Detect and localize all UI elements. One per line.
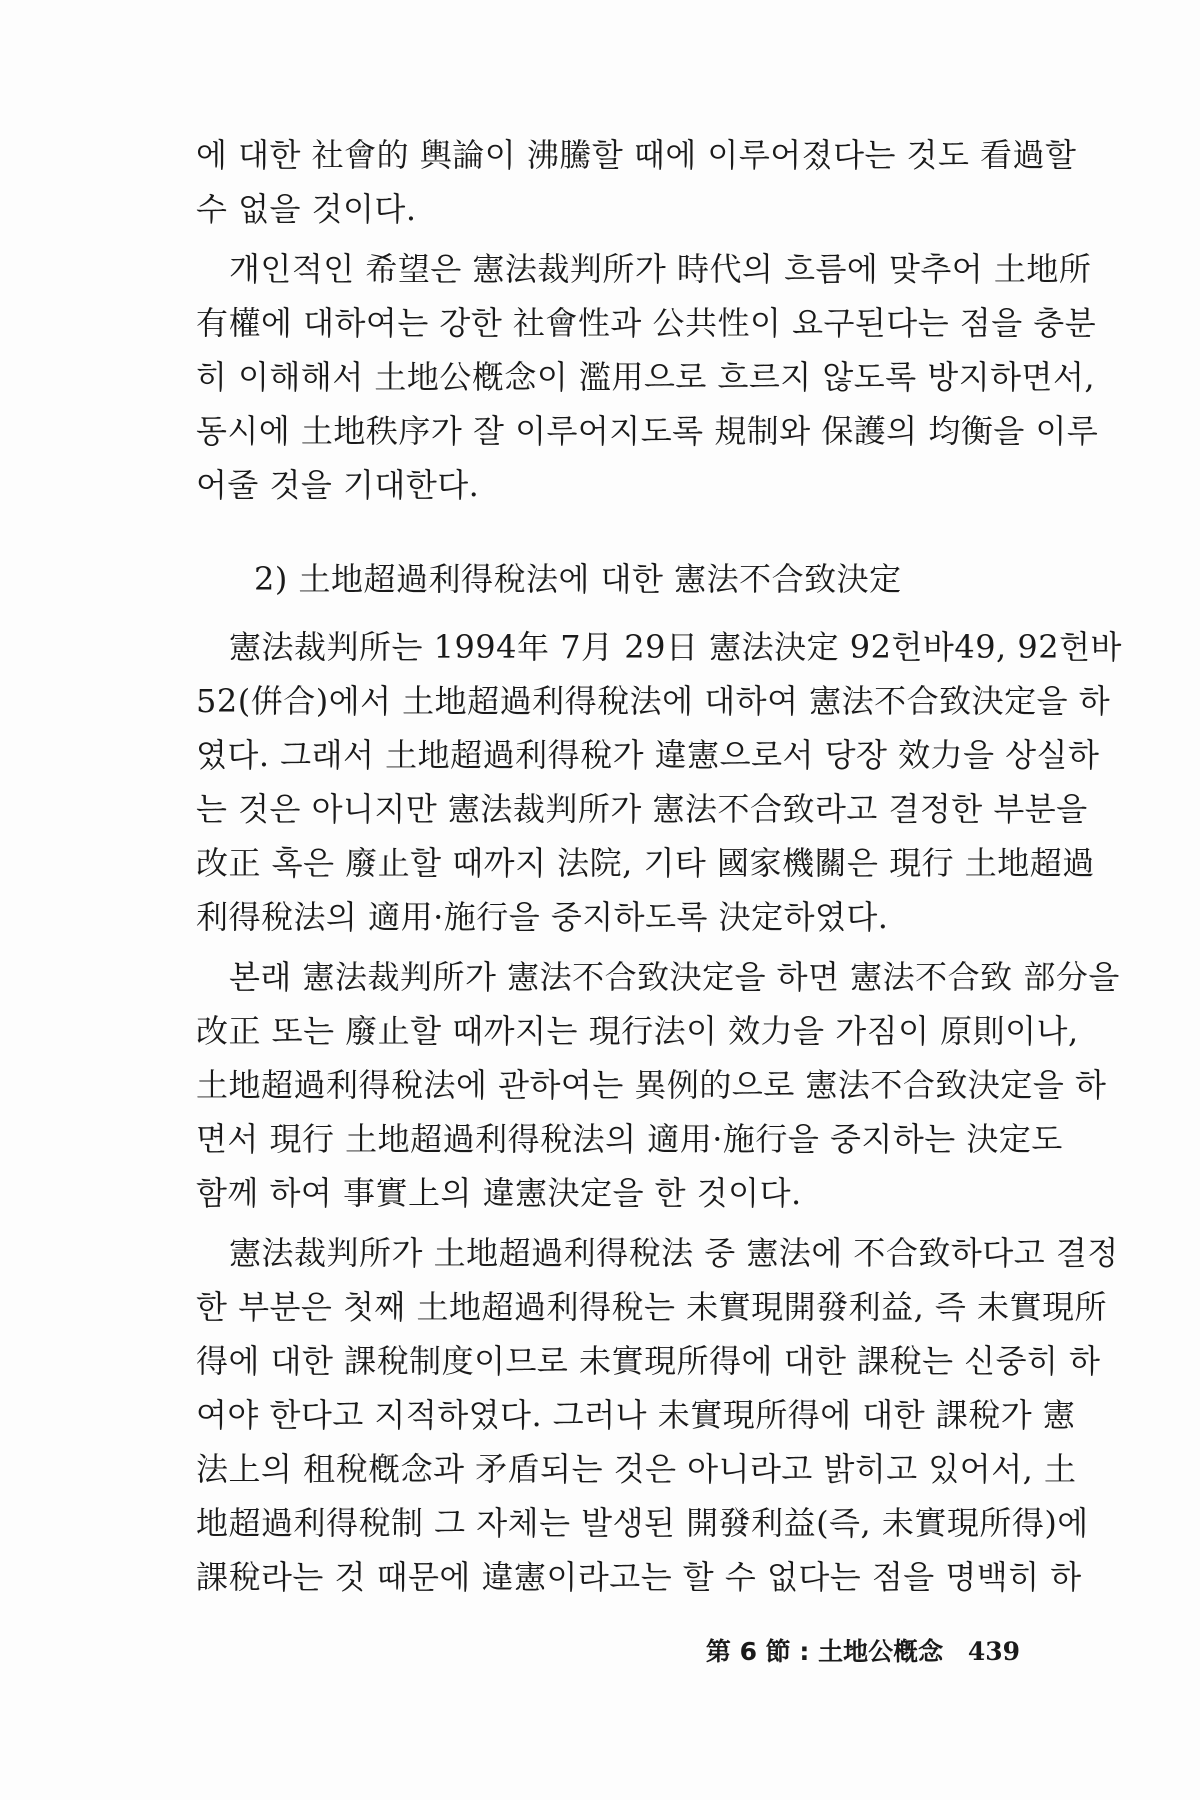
text-line: 憲法裁判所가 土地超過利得稅法 중 憲法에 不合致하다고 결정 (229, 1234, 1119, 1272)
text-line: 개인적인 希望은 憲法裁判所가 時代의 흐름에 맞추어 土地所 (229, 250, 1092, 288)
text-line: 에 대한 社會的 輿論이 沸騰할 때에 이루어졌다는 것도 看過할 (196, 136, 1077, 174)
text-line: 어줄 것을 기대한다. (196, 466, 480, 504)
text-line: 함께 하여 事實上의 違憲決定을 한 것이다. (196, 1174, 802, 1212)
section-heading: 2) 土地超過利得稅法에 대한 憲法不合致決定 (254, 560, 902, 598)
page-footer (706, 1632, 1020, 1668)
text-line: 는 것은 아니지만 憲法裁判所가 憲法不合致라고 결정한 부분을 (196, 790, 1088, 828)
text-line: 改正 또는 廢止할 때까지는 現行法이 效力을 가짐이 原則이나, (196, 1012, 1079, 1050)
text-line: 有權에 대하여는 강한 社會性과 公共性이 요구된다는 점을 충분 (196, 304, 1097, 342)
page-number: 439 (967, 1637, 1020, 1666)
text-line: 土地超過利得稅法에 관하여는 異例的으로 憲法不合致決定을 하 (196, 1066, 1107, 1104)
paragraph (196, 950, 1120, 1220)
text-line: 法上의 租稅槪念과 矛盾되는 것은 아니라고 밝히고 있어서, 土 (196, 1450, 1077, 1488)
running-footer-section: 第 6 節 : 土地公槪念 (705, 1637, 944, 1666)
paragraph (196, 620, 1122, 944)
paragraph (196, 1226, 1119, 1604)
text-line: 憲法裁判所는 1994年 7月 29日 憲法決定 92헌바49, 92헌바 (229, 628, 1122, 666)
text-line: 한 부분은 첫째 土地超過利得稅는 未實現開發利益, 즉 未實現所 (196, 1288, 1108, 1326)
text-line: 52(倂合)에서 土地超過利得稅法에 대하여 憲法不合致決定을 하 (196, 682, 1111, 720)
text-line: 地超過利得稅制 그 자체는 발생된 開發利益(즉, 未實現所得)에 (196, 1504, 1089, 1542)
text-line: 본래 憲法裁判所가 憲法不合致決定을 하면 憲法不合致 部分을 (229, 958, 1120, 996)
text-line: 得에 대한 課稅制度이므로 未實現所得에 대한 課稅는 신중히 하 (196, 1342, 1101, 1380)
text-line: 였다. 그래서 土地超過利得稅가 違憲으로서 당장 效力을 상실하 (196, 736, 1100, 774)
text-line: 히 이해해서 土地公槪念이 濫用으로 흐르지 않도록 방지하면서, (196, 358, 1096, 396)
paragraph (196, 128, 1077, 236)
text-line: 利得稅法의 適用·施行을 중지하도록 決定하였다. (196, 898, 889, 936)
body-text (196, 128, 1122, 1604)
text-line: 여야 한다고 지적하였다. 그러나 未實現所得에 대한 課稅가 憲 (196, 1396, 1076, 1434)
paragraph (196, 242, 1099, 512)
text-line: 수 없을 것이다. (196, 190, 417, 228)
text-line: 課稅라는 것 때문에 違憲이라고는 할 수 없다는 점을 명백히 하 (196, 1558, 1082, 1596)
text-line: 동시에 土地秩序가 잘 이루어지도록 規制와 保護의 均衡을 이루 (196, 412, 1099, 450)
text-line: 改正 혹은 廢止할 때까지 法院, 기타 國家機關은 現行 土地超過 (196, 844, 1095, 882)
text-line: 면서 現行 土地超過利得稅法의 適用·施行을 중지하는 決定도 (196, 1120, 1063, 1158)
